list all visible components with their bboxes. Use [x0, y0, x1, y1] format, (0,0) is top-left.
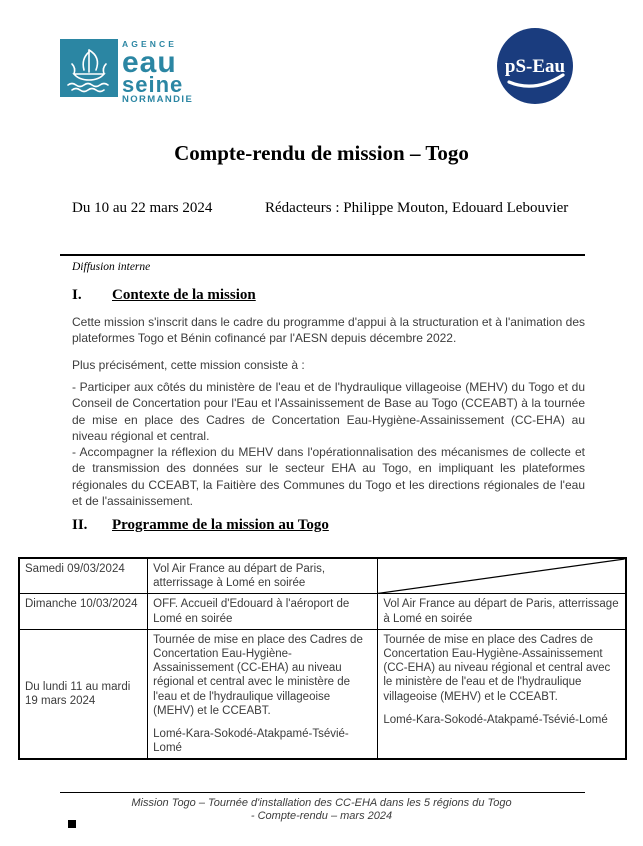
footer-title-line: Mission Togo – Tournée d'installation des CC-EHA dans les 5 régions du Togo — [131, 797, 512, 809]
diffusion-note: Diffusion interne — [72, 261, 151, 273]
table-cell-date: Dimanche 10/03/2024 — [19, 594, 148, 629]
table-cell-activity: Vol Air France au départ de Paris, atterrissage à Lomé en soirée — [148, 558, 378, 594]
footer-subtitle-line: - Compte-rendu – mars 2024 — [250, 810, 393, 822]
table-cell-paragraph: Tournée de mise en place des Cadres de Concertation Eau-Hygiène-Assainissement (CC-EHA) au niveau régional et central avec le ministère de l'eau et de l'hydraulique villageoise (MEHV) et le CCEABT. — [383, 633, 611, 703]
pseau-logo — [497, 28, 573, 104]
boat-icon — [60, 39, 118, 97]
section-numeral: I. — [72, 287, 82, 303]
aesn-wordmark — [122, 39, 196, 105]
diagonal-strike-icon — [378, 559, 625, 593]
page-title: Compte-rendu de mission – Togo — [174, 141, 469, 165]
table-cell-paragraph: Tournée de mise en place des Cadres de Concertation Eau-Hygiène-Assainissement (CC-EHA) au niveau régional et central avec le ministère de l'eau et de l'hydraulique villageoise (MEHV) et le CCEABT. — [153, 633, 363, 717]
paragraph-contexte-2: Plus précisément, cette mission consiste à : — [72, 358, 305, 372]
section-title: Programme de la mission au Togo — [112, 517, 329, 533]
table-cell-date: Samedi 09/03/2024 — [19, 558, 148, 594]
pseau-logo-circle — [497, 28, 573, 104]
paragraph-group-missions — [72, 379, 585, 509]
table-cell-activity — [148, 629, 378, 759]
horizontal-rule-footer — [60, 792, 585, 793]
table-cell-activity — [378, 629, 626, 759]
paragraph-bullet-participer: - Participer aux côtés du ministère de l'eau et de l'hydraulique villageoise (MEHV) du Togo et du Conseil de Concertation pour l'Eau et l'Assainissement de Base au Togo (CCEABT) à la tournée de mise en place des Cadres de Concertation Eau-Hygiène-Assainissement (CC-EHA) au niveau régional et central. — [72, 380, 585, 443]
section-numeral: II. — [72, 517, 88, 533]
aesn-wordmark-normandie: NORMANDIE — [122, 94, 194, 105]
programme-table — [18, 557, 627, 760]
table-cell-activity: OFF. Accueil d'Edouard à l'aéroport de Lomé en soirée — [148, 594, 378, 629]
table-row — [19, 594, 626, 629]
aesn-wordmark-seine: seine — [122, 72, 184, 97]
paragraph-contexte-1: Cette mission s'inscrit dans le cadre du programme d'appui à la structuration et à l'animation des plateformes Togo et Bénin cofinancé par l'AESN depuis décembre 2022. — [72, 315, 585, 346]
pseau-logo-label: pS-Eau — [504, 56, 566, 77]
table-cell-route: Lomé-Kara-Sokodé-Atakpamé-Tsévié-Lomé — [383, 713, 608, 726]
section-heading-programme — [72, 517, 329, 534]
table-cell-empty — [378, 558, 626, 594]
redacteurs-line: Rédacteurs : Philippe Mouton, Edouard Lebouvier — [265, 200, 569, 216]
table-cell-date: Du lundi 11 au mardi 19 mars 2024 — [19, 629, 148, 759]
aesn-logo — [60, 39, 196, 105]
aesn-wordmark-agence: AGENCE — [122, 39, 177, 49]
aesn-logo-square — [60, 39, 118, 97]
aesn-wordmark-eau: eau — [122, 46, 177, 79]
mission-dates: Du 10 au 22 mars 2024 — [72, 200, 213, 216]
table-row — [19, 558, 626, 594]
horizontal-rule-top — [60, 254, 585, 256]
table-cell-route: Lomé-Kara-Sokodé-Atakpamé-Tsévié-Lomé — [153, 728, 349, 755]
section-heading-contexte — [72, 287, 256, 304]
footer-square-mark — [68, 820, 76, 828]
section-title: Contexte de la mission — [112, 287, 256, 303]
paragraph-bullet-accompagner: - Accompagner la réflexion du MEHV dans l'opérationnalisation des mécanismes de collecte et de transmission des données sur le secteur EHA au Togo, en impliquant les plateformes régionales du CCEABT, la Faitière des Communes du Togo et les directions régionales de l'eau et de l'assainissement. — [72, 445, 585, 509]
table-cell-activity: Vol Air France au départ de Paris, atterrissage à Lomé en soirée — [378, 594, 626, 629]
table-row — [19, 629, 626, 759]
